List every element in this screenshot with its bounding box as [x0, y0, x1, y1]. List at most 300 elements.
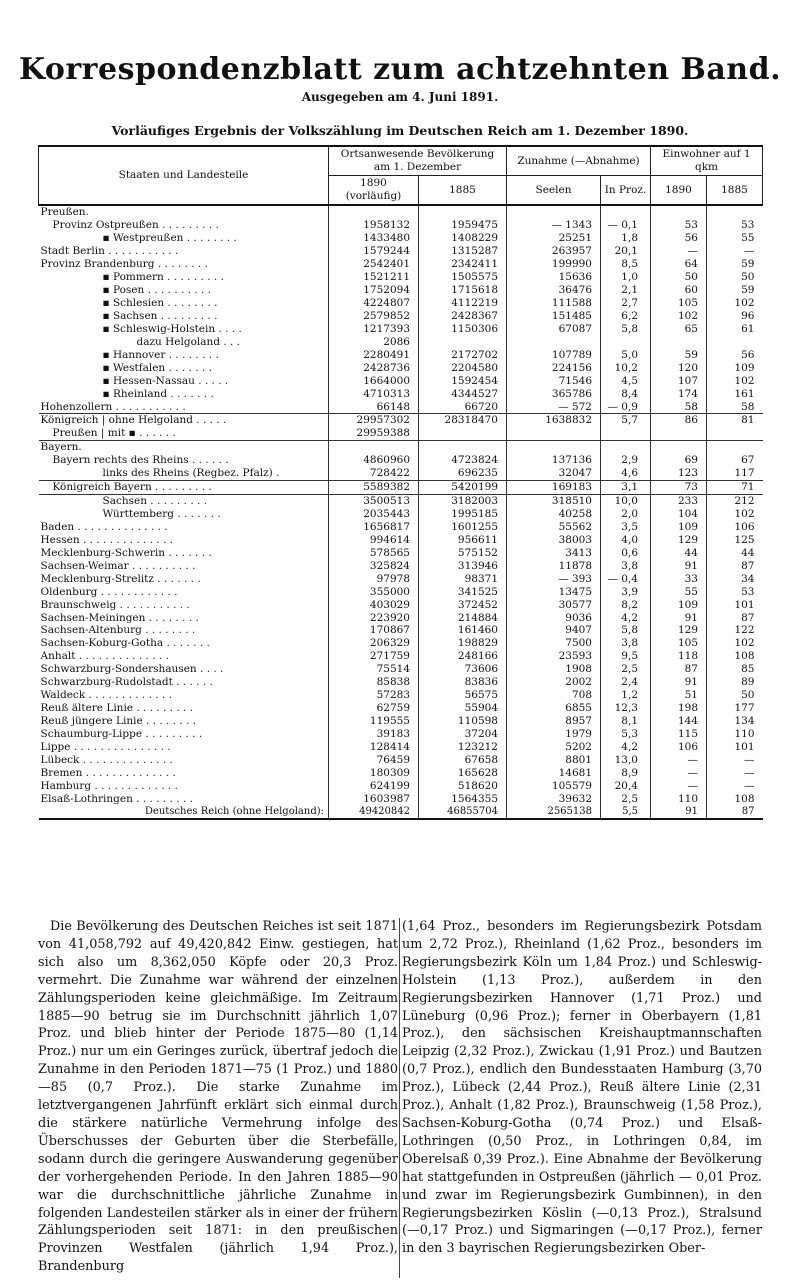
cell-c: 318510 [507, 494, 601, 507]
cell-d: 4,0 [601, 533, 651, 546]
cell-d [601, 205, 651, 219]
cell-a: 1958132 [329, 219, 419, 232]
header-seelen: Seelen [507, 176, 601, 206]
cell-c: 67087 [507, 322, 601, 335]
cell-b: 161460 [419, 624, 507, 637]
cell-a: 1521211 [329, 271, 419, 284]
cell-f: 102 [707, 508, 763, 521]
row-label-text: Sachsen-Altenburg . . . . . . . . [40, 624, 196, 637]
row-label [39, 611, 329, 624]
cell-b: 123212 [419, 740, 507, 753]
row-label-text: ▪ Sachsen . . . . . . . . . [102, 309, 218, 322]
row-label-text: Sachsen-Weimar . . . . . . . . . . [40, 559, 196, 572]
cell-a: 76459 [329, 753, 419, 766]
cell-c: 1638832 [507, 414, 601, 427]
cell-f: 59 [707, 284, 763, 297]
table-row [39, 624, 763, 637]
cell-a: 1217393 [329, 322, 419, 335]
row-label [39, 676, 329, 689]
cell-f: 108 [707, 792, 763, 805]
cell-d: 4,2 [601, 611, 651, 624]
cell-e: 129 [651, 533, 707, 546]
cell-d: 3,8 [601, 559, 651, 572]
cell-d: 1,0 [601, 271, 651, 284]
table-row [39, 572, 763, 585]
cell-a: 355000 [329, 585, 419, 598]
cell-b [419, 335, 507, 348]
cell-e: 73 [651, 480, 707, 494]
row-label [39, 521, 329, 534]
cell-a: 4224807 [329, 297, 419, 310]
cell-a: 624199 [329, 779, 419, 792]
row-label [39, 297, 329, 310]
table-row [39, 702, 763, 715]
cell-e: 59 [651, 348, 707, 361]
cell-a: 578565 [329, 546, 419, 559]
cell-b: 2428367 [419, 310, 507, 323]
row-label-text: Mecklenburg-Schwerin . . . . . . . [40, 546, 212, 559]
cell-b: 214884 [419, 611, 507, 624]
cell-f: 212 [707, 494, 763, 507]
table-row [39, 258, 763, 271]
cell-a: 2280491 [329, 348, 419, 361]
issue-date: Ausgegeben am 4. Juni 1891. [301, 90, 499, 104]
row-label [39, 689, 329, 702]
cell-a: 5589382 [329, 480, 419, 494]
cell-f: 50 [707, 689, 763, 702]
cell-f: 102 [707, 297, 763, 310]
row-label-text: Provinz Ostpreußen . . . . . . . . . [52, 219, 219, 232]
row-label [39, 598, 329, 611]
row-label-text: Waldeck . . . . . . . . . . . . . [40, 689, 172, 702]
row-label-text: Braunschweig . . . . . . . . . . . [40, 598, 190, 611]
cell-d: 4,5 [601, 374, 651, 387]
row-label [39, 766, 329, 779]
table-row [39, 508, 763, 521]
row-label-text: Oldenburg . . . . . . . . . . . . [40, 585, 178, 598]
header-dichte-1885: 1885 [707, 176, 763, 206]
cell-c [507, 205, 601, 219]
cell-a: 57283 [329, 689, 419, 702]
cell-f: 87 [707, 611, 763, 624]
cell-a: 97978 [329, 572, 419, 585]
cell-f: — [707, 245, 763, 258]
cell-a: 206329 [329, 637, 419, 650]
cell-f: 125 [707, 533, 763, 546]
row-label-text: ▪ Rheinland . . . . . . . [102, 387, 214, 400]
cell-f: 44 [707, 546, 763, 559]
row-label-text: Schwarzburg-Rudolstadt . . . . . . [40, 676, 213, 689]
cell-c: 708 [507, 689, 601, 702]
cell-a: 1664000 [329, 374, 419, 387]
cell-a [329, 205, 419, 219]
cell-b: 4344527 [419, 387, 507, 400]
cell-c: — 393 [507, 572, 601, 585]
cell-e: 69 [651, 454, 707, 467]
cell-e: 110 [651, 792, 707, 805]
cell-c: 14681 [507, 766, 601, 779]
cell-a: 271759 [329, 650, 419, 663]
table-row [39, 335, 763, 348]
cell-f: — [707, 779, 763, 792]
cell-f: 85 [707, 663, 763, 676]
cell-d: 1,8 [601, 232, 651, 245]
cell-b: 1601255 [419, 521, 507, 534]
cell-c: 105579 [507, 779, 601, 792]
cell-c: 15636 [507, 271, 601, 284]
cell-d: 3,1 [601, 480, 651, 494]
cell-a: 1603987 [329, 792, 419, 805]
cell-a: 29957302 [329, 414, 419, 427]
cell-e: 50 [651, 271, 707, 284]
cell-e: 174 [651, 387, 707, 400]
table-row [39, 297, 763, 310]
cell-b: 110598 [419, 715, 507, 728]
cell-b [419, 427, 507, 440]
cell-c: 40258 [507, 508, 601, 521]
cell-d: 2,0 [601, 508, 651, 521]
cell-d: 8,1 [601, 715, 651, 728]
cell-f: 71 [707, 480, 763, 494]
cell-c: 36476 [507, 284, 601, 297]
row-label [39, 427, 329, 440]
cell-d: — 0,4 [601, 572, 651, 585]
cell-b: 98371 [419, 572, 507, 585]
row-label-text: ▪ Westfalen . . . . . . . [102, 361, 212, 374]
header-staaten: Staaten und Landesteile [39, 146, 329, 205]
cell-b: 1715618 [419, 284, 507, 297]
cell-c: 39632 [507, 792, 601, 805]
cell-f: 102 [707, 637, 763, 650]
cell-e: 107 [651, 374, 707, 387]
table-row [39, 205, 763, 219]
row-label [39, 508, 329, 521]
paragraph-left: Die Bevölkerung des Deutschen Reiches ist seit 1871 von 41,058,792 auf 49,420,842 Einw. gestiegen, hat sich also um 8,362,050 Köpfe oder 20,3 Proz. vermehrt. Die Zunahme war während der einzelnen Zählungsperioden keine gleichmäßige. Im Zeitraum 1885—90 betrug sie im Durchschnitt jährlich 1,07 Proz. und blieb hinter der Periode 1875—80 (1,14 Proz.) nur um ein Geringes zurück, übertraf jedoch die Zunahme in den Perioden 1871—75 (1 Proz.) und 1880—85 (0,7 Proz.). Die starke Zunahme im letztvergangenen Jahrfünft erklärt sich einmal durch die stärkere natürliche Vermehrung infolge des Überschusses der Geburten über die Sterbefälle, sodann durch die geringere Auswanderung gegenüber der vorhergehenden Periode. In den Jahren 1885—90 war die durchschnittliche jährliche Zunahme in folgenden Landesteilen stärker als in einer der frühern Zählungsperioden seit 1871: in den preußischen Provinzen Westfalen (jährlich 1,94 Proz.), Brandenburg [38, 919, 398, 1275]
cell-d [601, 427, 651, 440]
row-label [39, 374, 329, 387]
cell-d: 4,6 [601, 467, 651, 480]
cell-f: — [707, 766, 763, 779]
cell-b: 5420199 [419, 480, 507, 494]
row-label [39, 440, 329, 453]
cell-c: 7500 [507, 637, 601, 650]
table-row [39, 598, 763, 611]
row-label [39, 387, 329, 400]
row-label-text: ▪ Schleswig-Holstein . . . . [102, 322, 242, 335]
cell-a: 49420842 [329, 805, 419, 819]
table-row [39, 676, 763, 689]
cell-b: 1995185 [419, 508, 507, 521]
cell-a [329, 440, 419, 453]
cell-c: 11878 [507, 559, 601, 572]
cell-c: 6855 [507, 702, 601, 715]
table-row [39, 533, 763, 546]
row-label [39, 740, 329, 753]
row-label-text: Königreich | ohne Helgoland . . . . . [40, 414, 227, 427]
text-column-right [402, 918, 762, 1258]
cell-f: 102 [707, 374, 763, 387]
cell-e: 53 [651, 219, 707, 232]
cell-f: 55 [707, 232, 763, 245]
cell-d: 8,4 [601, 387, 651, 400]
cell-a: 2035443 [329, 508, 419, 521]
row-label [39, 792, 329, 805]
cell-a: 75514 [329, 663, 419, 676]
cell-e: 106 [651, 740, 707, 753]
row-label-text: links des Rheins (Regbez. Pfalz) . [102, 467, 280, 480]
cell-a: 85838 [329, 676, 419, 689]
row-label-text: Schwarzburg-Sondershausen . . . . [40, 663, 224, 676]
cell-c: 2565138 [507, 805, 601, 819]
cell-b: 83836 [419, 676, 507, 689]
cell-b: 46855704 [419, 805, 507, 819]
row-label-text: Reuß ältere Linie . . . . . . . . . [40, 702, 194, 715]
row-label [39, 650, 329, 663]
cell-a: 180309 [329, 766, 419, 779]
row-label-text: ▪ Westpreußen . . . . . . . . [102, 232, 237, 245]
row-label-text: Hamburg . . . . . . . . . . . . . [40, 779, 178, 792]
table-row [39, 689, 763, 702]
table-heading: Vorläufiges Ergebnis der Volkszählung im Deutschen Reich am 1. Dezember 1890. [111, 123, 689, 138]
cell-e: 102 [651, 310, 707, 323]
cell-b: 2172702 [419, 348, 507, 361]
cell-e: — [651, 766, 707, 779]
table-row [39, 348, 763, 361]
cell-d: 9,5 [601, 650, 651, 663]
cell-b: 73606 [419, 663, 507, 676]
table-row [39, 219, 763, 232]
cell-e: 44 [651, 546, 707, 559]
row-label [39, 494, 329, 507]
header-1890-vorlaeufig: 1890 (vorläufig) [329, 176, 419, 206]
cell-e: 58 [651, 400, 707, 413]
cell-d: 4,2 [601, 740, 651, 753]
cell-f: 34 [707, 572, 763, 585]
cell-d: 8,9 [601, 766, 651, 779]
table-row [39, 232, 763, 245]
cell-b: 67658 [419, 753, 507, 766]
row-label-text: Sachsen-Koburg-Gotha . . . . . . . [40, 637, 210, 650]
cell-d: 12,3 [601, 702, 651, 715]
table-row [39, 611, 763, 624]
table-row [39, 792, 763, 805]
table-row [39, 650, 763, 663]
cell-d: — 0,9 [601, 400, 651, 413]
cell-b: 3182003 [419, 494, 507, 507]
cell-c [507, 335, 601, 348]
row-label [39, 585, 329, 598]
cell-c: 2002 [507, 676, 601, 689]
cell-a: 1433480 [329, 232, 419, 245]
cell-d: 2,1 [601, 284, 651, 297]
row-label [39, 271, 329, 284]
cell-d: 3,8 [601, 637, 651, 650]
table-row [39, 480, 763, 494]
cell-e: 65 [651, 322, 707, 335]
cell-c: — 572 [507, 400, 601, 413]
cell-b [419, 205, 507, 219]
cell-d: 20,4 [601, 779, 651, 792]
cell-d: 5,8 [601, 624, 651, 637]
header-bevoelkerung: Ortsanwesende Bevölkerung am 1. Dezember [329, 146, 507, 176]
cell-c: 1979 [507, 728, 601, 741]
row-label [39, 480, 329, 494]
cell-b: 4723824 [419, 454, 507, 467]
cell-f: — [707, 753, 763, 766]
cell-a: 325824 [329, 559, 419, 572]
cell-a: 728422 [329, 467, 419, 480]
cell-f: 101 [707, 598, 763, 611]
cell-f: 101 [707, 740, 763, 753]
cell-c: 23593 [507, 650, 601, 663]
cell-a: 4710313 [329, 387, 419, 400]
cell-c: 13475 [507, 585, 601, 598]
cell-a: 1656817 [329, 521, 419, 534]
cell-f: 177 [707, 702, 763, 715]
cell-e: 120 [651, 361, 707, 374]
cell-f: 67 [707, 454, 763, 467]
cell-d: — 0,1 [601, 219, 651, 232]
cell-f: 109 [707, 361, 763, 374]
table-row [39, 663, 763, 676]
cell-e: 105 [651, 637, 707, 650]
row-label [39, 546, 329, 559]
cell-e: 56 [651, 232, 707, 245]
table-row [39, 585, 763, 598]
cell-e: 33 [651, 572, 707, 585]
cell-a: 119555 [329, 715, 419, 728]
cell-e [651, 440, 707, 453]
row-label-text: Provinz Brandenburg . . . . . . . . [40, 258, 208, 271]
cell-a: 2579852 [329, 310, 419, 323]
cell-c: 111588 [507, 297, 601, 310]
cell-d: 0,6 [601, 546, 651, 559]
row-label-text: Lippe . . . . . . . . . . . . . . . [40, 740, 171, 753]
row-label-text: ▪ Posen . . . . . . . . . . [102, 284, 212, 297]
cell-a: 994614 [329, 533, 419, 546]
cell-b: 1408229 [419, 232, 507, 245]
cell-e: 60 [651, 284, 707, 297]
cell-d [601, 335, 651, 348]
cell-f: 89 [707, 676, 763, 689]
cell-d: 5,5 [601, 805, 651, 819]
table-row [39, 637, 763, 650]
row-label [39, 715, 329, 728]
row-label [39, 348, 329, 361]
row-label [39, 454, 329, 467]
cell-a: 4860960 [329, 454, 419, 467]
cell-f: 56 [707, 348, 763, 361]
cell-b: 165628 [419, 766, 507, 779]
cell-f: 50 [707, 271, 763, 284]
cell-b: 1592454 [419, 374, 507, 387]
cell-d: 5,3 [601, 728, 651, 741]
cell-d: 20,1 [601, 245, 651, 258]
row-label-text: Preußen. [40, 206, 89, 219]
page-title: Korrespondenzblatt zum achtzehnten Band. [18, 52, 782, 87]
row-label-text: ▪ Hessen-Nassau . . . . . [102, 374, 229, 387]
cell-e [651, 205, 707, 219]
cell-b: 518620 [419, 779, 507, 792]
row-label [39, 637, 329, 650]
paragraph-right: (1,64 Proz., besonders im Regierungsbezirk Potsdam um 2,72 Proz.), Rheinland (1,62 Proz., besonders im Regierungsbezirk Köln um 1,84 Proz.) und Schleswig-Holstein (1,13 Proz.), außerdem in den Regierungsbezirken Hannover (1,71 Proz.) und Lüneburg (0,96 Proz.); ferner in Oberbayern (1,81 Proz.), den sächsischen Kreishauptmannschaften Leipzig (2,32 Proz.), Zwickau (1,91 Proz.) und Bautzen (0,7 Proz.), endlich den Bundesstaaten Hamburg (3,70 Proz.), Lübeck (2,44 Proz.), Reuß ältere Linie (2,31 Proz.), Anhalt (1,82 Proz.), Braunschweig (1,58 Proz.), Sachsen-Koburg-Gotha (0,74 Proz.) und Elsaß-Lothringen (0,50 Proz., in Lothringen 0,84, im Oberelsaß 0,39 Proz.). Eine Abnahme der Bevölkerung hat stattgefunden in Ostpreußen (jährlich — 0,01 Proz. und zwar im Regierungsbezirk Gumbinnen), in den Regierungsbezirken Köslin (—0,13 Proz.), Stralsund (—0,17 Proz.) und Sigmaringen (—0,17 Proz.), ferner in den 3 bayrischen Regierungsbezirken Ober- [402, 919, 762, 1257]
cell-f: 53 [707, 585, 763, 598]
cell-b: 1150306 [419, 322, 507, 335]
cell-a: 2086 [329, 335, 419, 348]
cell-a: 62759 [329, 702, 419, 715]
cell-b: 1315287 [419, 245, 507, 258]
cell-c: — 1343 [507, 219, 601, 232]
cell-c: 199990 [507, 258, 601, 271]
cell-f [707, 427, 763, 440]
row-label-text: dazu Helgoland . . . [136, 335, 241, 348]
cell-d: 2,5 [601, 792, 651, 805]
row-label [39, 414, 329, 427]
table-body [39, 205, 763, 819]
total-row [39, 805, 763, 819]
row-label-text: Mecklenburg-Strelitz . . . . . . . [40, 572, 201, 585]
cell-f: 87 [707, 805, 763, 819]
cell-d: 5,7 [601, 414, 651, 427]
table-row [39, 753, 763, 766]
cell-e: 109 [651, 521, 707, 534]
table-row [39, 271, 763, 284]
cell-c: 9036 [507, 611, 601, 624]
cell-e [651, 335, 707, 348]
cell-d [601, 440, 651, 453]
row-label-text: Reuß jüngere Linie . . . . . . . . [40, 715, 197, 728]
cell-e: 91 [651, 805, 707, 819]
row-label [39, 335, 329, 348]
cell-b: 28318470 [419, 414, 507, 427]
cell-d: 6,2 [601, 310, 651, 323]
cell-f: 108 [707, 650, 763, 663]
row-label-text: Hohenzollern . . . . . . . . . . . [40, 400, 186, 413]
cell-b: 2204580 [419, 361, 507, 374]
text-column-left [38, 918, 398, 1276]
table-row [39, 387, 763, 400]
cell-d: 2,9 [601, 454, 651, 467]
cell-f: 96 [707, 310, 763, 323]
row-label [39, 624, 329, 637]
cell-b: 1564355 [419, 792, 507, 805]
cell-e: 55 [651, 585, 707, 598]
row-label-text: Sachsen-Meiningen . . . . . . . . [40, 611, 199, 624]
cell-d: 2,7 [601, 297, 651, 310]
table-row [39, 521, 763, 534]
cell-a: 223920 [329, 611, 419, 624]
cell-f: 87 [707, 559, 763, 572]
cell-b: 37204 [419, 728, 507, 741]
cell-c [507, 440, 601, 453]
cell-c: 3413 [507, 546, 601, 559]
table-row [39, 494, 763, 507]
row-label-text: Schaumburg-Lippe . . . . . . . . . [40, 727, 203, 740]
row-label-text: ▪ Pommern . . . . . . . . . [102, 271, 224, 284]
row-label-text: Baden . . . . . . . . . . . . . . [40, 520, 168, 533]
table-row [39, 361, 763, 374]
cell-e: — [651, 753, 707, 766]
cell-f: 134 [707, 715, 763, 728]
cell-b: 956611 [419, 533, 507, 546]
cell-f [707, 205, 763, 219]
table-row [39, 322, 763, 335]
row-label [39, 533, 329, 546]
cell-a: 2542401 [329, 258, 419, 271]
header-einwohner: Einwohner auf 1 qkm [651, 146, 763, 176]
cell-d: 2,4 [601, 676, 651, 689]
cell-c: 137136 [507, 454, 601, 467]
